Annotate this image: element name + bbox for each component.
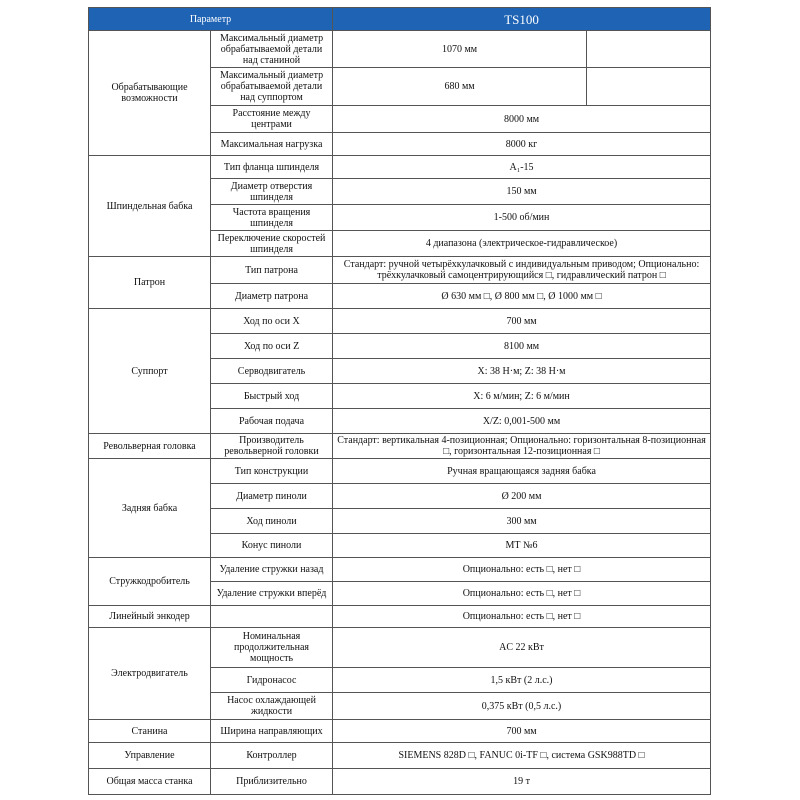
- table-row: [89, 769, 711, 795]
- param-value: 0,375 кВт (0,5 л.с.): [333, 693, 711, 720]
- empty-cell: [587, 31, 711, 68]
- section-title-carriage: Суппорт: [89, 309, 211, 434]
- param-value: 700 мм: [333, 720, 711, 743]
- param-value: 8000 мм: [333, 106, 711, 133]
- param-value: AC 22 кВт: [333, 628, 711, 668]
- param-value: Опционально: есть □, нет □: [333, 582, 711, 606]
- param-label: Ход пиноли: [211, 509, 333, 534]
- param-label: Ход по оси X: [211, 309, 333, 334]
- param-value: 1,5 кВт (2 л.с.): [333, 668, 711, 693]
- section-title-turret: Револьверная головка: [89, 434, 211, 459]
- table-row: [89, 558, 711, 582]
- section-title-tailstock: Задняя бабка: [89, 459, 211, 558]
- param-label: Рабочая подача: [211, 409, 333, 434]
- section-title-motor: Электродвигатель: [89, 628, 211, 720]
- param-label: Расстояние между центрами: [211, 106, 333, 133]
- empty-cell: [587, 68, 711, 106]
- section-title-chip: Стружкодробитель: [89, 558, 211, 606]
- table-row: [89, 257, 711, 284]
- param-label: Диаметр пиноли: [211, 484, 333, 509]
- param-value: Опционально: есть □, нет □: [333, 558, 711, 582]
- table-row: [89, 459, 711, 484]
- param-value: Опционально: есть □, нет □: [333, 606, 711, 628]
- table-row: [89, 31, 711, 68]
- param-value: 300 мм: [333, 509, 711, 534]
- param-value: 150 мм: [333, 179, 711, 205]
- param-label: Тип патрона: [211, 257, 333, 284]
- param-value: X: 38 Н·м; Z: 38 Н·м: [333, 359, 711, 384]
- section-title-chuck: Патрон: [89, 257, 211, 309]
- param-label: Диаметр патрона: [211, 284, 333, 309]
- section-title-encoder: Линейный энкодер: [89, 606, 211, 628]
- param-label: Быстрый ход: [211, 384, 333, 409]
- param-label: Удаление стружки назад: [211, 558, 333, 582]
- table-row: [89, 606, 711, 628]
- param-label: Гидронасос: [211, 668, 333, 693]
- param-value: 1-500 об/мин: [333, 205, 711, 231]
- param-value: МТ №6: [333, 534, 711, 558]
- param-value: 1070 мм: [333, 31, 587, 68]
- param-label: Производитель револьверной головки: [211, 434, 333, 459]
- table-row: [89, 434, 711, 459]
- header-param: Параметр: [89, 8, 333, 31]
- param-label: Насос охлаждающей жидкости: [211, 693, 333, 720]
- param-value: Ø 200 мм: [333, 484, 711, 509]
- section-title-spindle: Шпиндельная бабка: [89, 156, 211, 257]
- param-value: 700 мм: [333, 309, 711, 334]
- param-value: 19 т: [333, 769, 711, 795]
- param-value: X/Z: 0,001-500 мм: [333, 409, 711, 434]
- param-value: Ø 630 мм □, Ø 800 мм □, Ø 1000 мм □: [333, 284, 711, 309]
- param-label: Удаление стружки вперёд: [211, 582, 333, 606]
- section-title-bed: Станина: [89, 720, 211, 743]
- param-label: Диаметр отверстия шпинделя: [211, 179, 333, 205]
- table-row: [89, 628, 711, 668]
- section-title-mass: Общая масса станка: [89, 769, 211, 795]
- param-label: Переключение скоростей шпинделя: [211, 231, 333, 257]
- param-label: Частота вращения шпинделя: [211, 205, 333, 231]
- section-title-control: Управление: [89, 743, 211, 769]
- param-value: 680 мм: [333, 68, 587, 106]
- header-model: TS100: [333, 8, 711, 31]
- empty-cell: [211, 606, 333, 628]
- param-label: Конус пиноли: [211, 534, 333, 558]
- section-title-capabilities: Обрабатывающие возможности: [89, 31, 211, 156]
- param-label: Максимальный диаметр обрабатываемой детали над суппортом: [211, 68, 333, 106]
- param-label: Номинальная продолжительная мощность: [211, 628, 333, 668]
- spec-table: [88, 7, 711, 795]
- table-row: [89, 720, 711, 743]
- param-value: Стандарт: вертикальная 4-позиционная; Опционально: горизонтальная 8-позиционная □, горизонтальная 12-позиционная □: [333, 434, 711, 459]
- param-label: Тип фланца шпинделя: [211, 156, 333, 179]
- param-label: Тип конструкции: [211, 459, 333, 484]
- table-header-row: [89, 8, 711, 31]
- param-value: 4 диапазона (электрическое-гидравлическое): [333, 231, 711, 257]
- param-label: Максимальный диаметр обрабатываемой детали над станиной: [211, 31, 333, 68]
- param-value: Стандарт: ручной четырёхкулачковый с индивидуальным приводом; Опционально: трёхкулачковый самоцентрирующийся □, гидравлический патрон □: [333, 257, 711, 284]
- param-label: Максимальная нагрузка: [211, 133, 333, 156]
- param-label: Приблизительно: [211, 769, 333, 795]
- param-value: SIEMENS 828D □, FANUC 0i-TF □, система GSK988TD □: [333, 743, 711, 769]
- param-label: Серводвигатель: [211, 359, 333, 384]
- table-row: [89, 743, 711, 769]
- param-label: Контроллер: [211, 743, 333, 769]
- table-row: [89, 156, 711, 179]
- param-label: Ширина направляющих: [211, 720, 333, 743]
- param-value: X: 6 м/мин; Z: 6 м/мин: [333, 384, 711, 409]
- param-value: 8100 мм: [333, 334, 711, 359]
- param-value: Ручная вращающаяся задняя бабка: [333, 459, 711, 484]
- param-value: A₁-15: [333, 156, 711, 179]
- table-row: [89, 309, 711, 334]
- param-label: Ход по оси Z: [211, 334, 333, 359]
- param-value: 8000 кг: [333, 133, 711, 156]
